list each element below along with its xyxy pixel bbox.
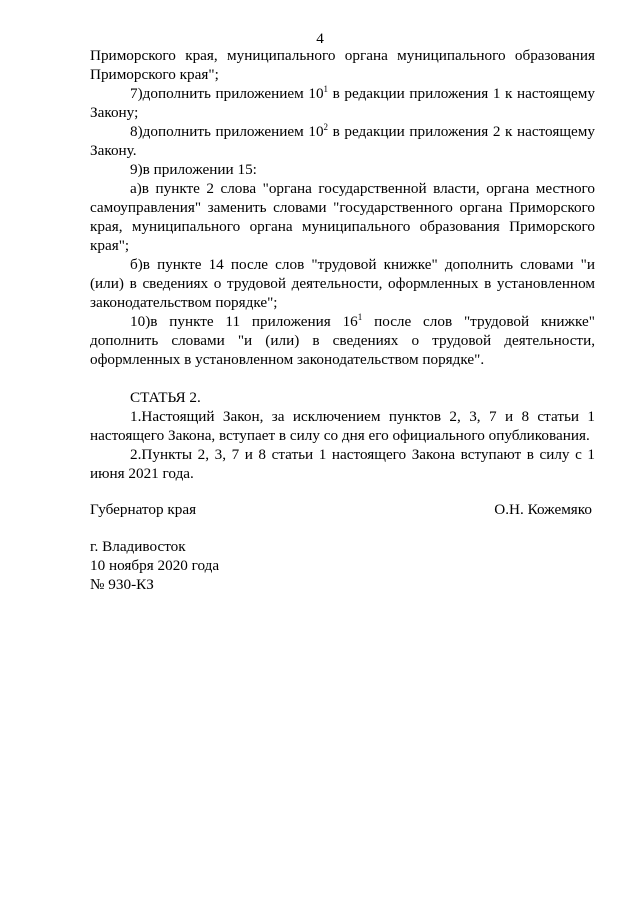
issue-date: 10 ноября 2020 года [90, 557, 220, 574]
law-number: № 930-КЗ [90, 576, 154, 593]
paragraph-item-9: 9)в приложении 15: [130, 161, 257, 178]
text-segment: в редакции приложения 1 к настоящему Закону; [90, 85, 595, 121]
article-2-paragraph-2: 2.Пункты 2, 3, 7 и 8 статьи 1 настоящего Закона вступают в силу с 1 июня 2021 года. [90, 446, 595, 482]
page-number: 4 [316, 30, 324, 47]
article-2-paragraph-1: 1.Настоящий Закон, за исключением пунктов 2, 3, 7 и 8 статьи 1 настоящего Закона, вступает в силу со дня его официального опубликования. [90, 408, 595, 444]
signatory-title: Губернатор края [90, 501, 197, 518]
paragraph-item-7 [90, 84, 595, 122]
superscript: 1 [357, 312, 363, 322]
issue-city: г. Владивосток [90, 538, 186, 555]
text-segment: в редакции приложения 2 к настоящему Закону. [90, 123, 595, 159]
paragraph-item-8 [90, 122, 595, 160]
paragraph-item-9b: б)в пункте 14 после слов "трудовой книжке" дополнить словами "и (или) в сведениях о трудовой деятельности, оформленных в установленном законодательством порядке"; [90, 256, 595, 311]
article-2-heading: СТАТЬЯ 2. [130, 389, 201, 406]
superscript: 2 [323, 122, 329, 132]
paragraph-item-10 [90, 312, 595, 369]
superscript: 1 [323, 84, 329, 94]
section-gap [90, 369, 595, 388]
document-footer [90, 537, 219, 594]
text-segment: 8)дополнить приложением 10 [130, 123, 324, 140]
paragraph-continuation: Приморского края, муниципального органа муниципального образования Приморского края"; [90, 47, 595, 83]
signatory-name: О.Н. Кожемяко [494, 501, 592, 518]
document-body [90, 46, 595, 483]
paragraph-item-9a: а)в пункте 2 слова "органа государственной власти, органа местного самоуправления" заменить словами "государственного органа Приморского края, муниципального органа муниципального образования Приморского края"; [90, 180, 595, 254]
text-segment: 10)в пункте 11 приложения 16 [130, 313, 358, 330]
text-segment: после слов "трудовой книжке" дополнить словами "и (или) в сведениях о трудовой деятельности, оформленных в установленном законодательством порядке". [90, 313, 595, 368]
text-segment: 7)дополнить приложением 10 [130, 85, 324, 102]
